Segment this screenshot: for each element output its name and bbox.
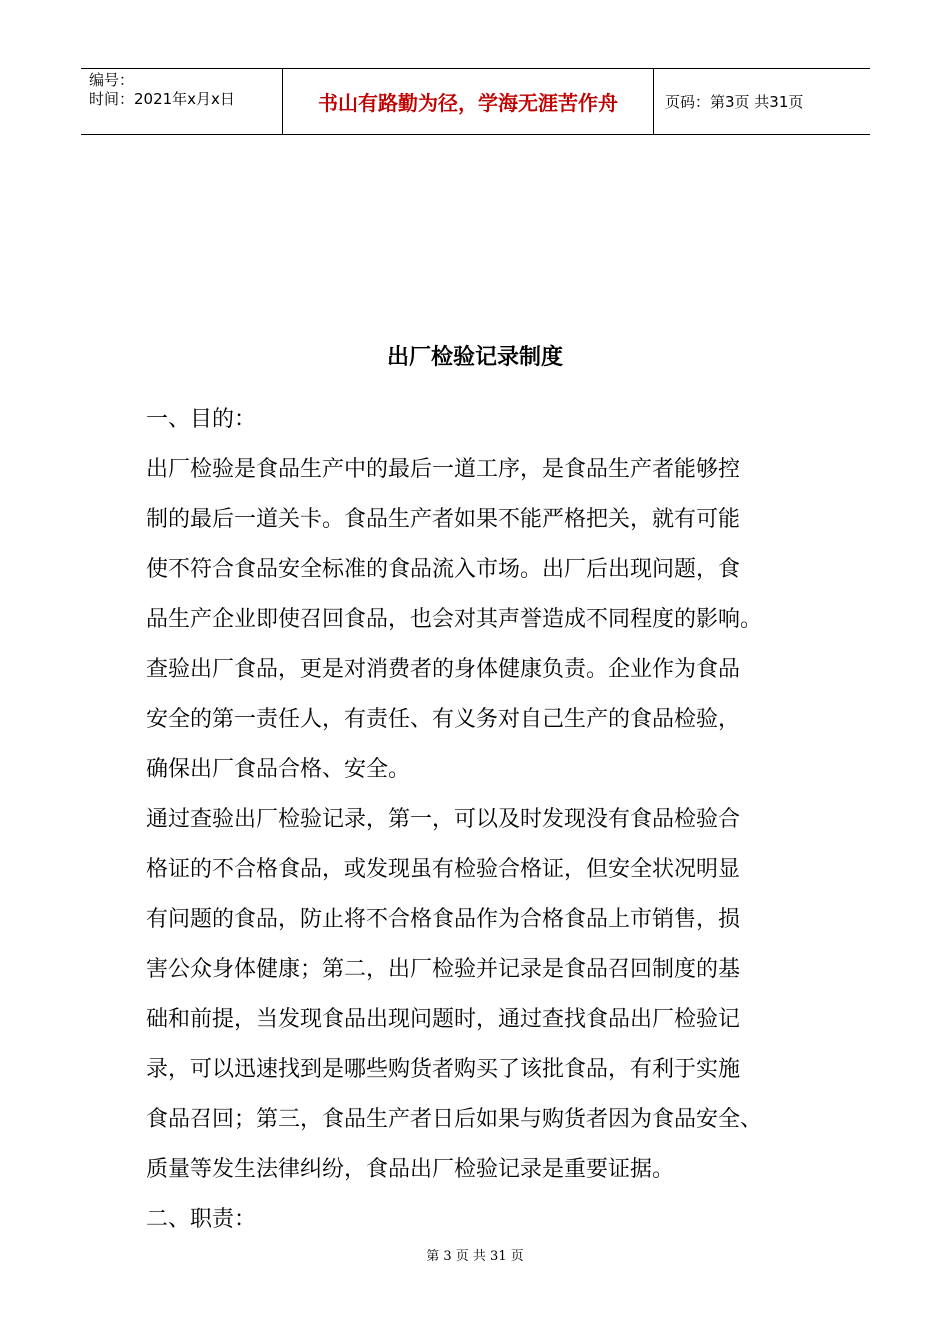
document-header [81,68,870,135]
document-body [146,395,846,1245]
paragraph-line: 通过查验出厂检验记录，第一，可以及时发现没有食品检验合 [146,807,741,832]
paragraph-line: 础和前提，当发现食品出现问题时，通过查找食品出厂检验记 [146,1007,741,1032]
document-title: 出厂检验记录制度 [386,345,563,370]
paragraph-line: 有问题的食品，防止将不合格食品作为合格食品上市销售，损 [146,907,741,932]
section-heading-purpose: 一、目的： [146,407,257,432]
time-label: 时间：2021年x月x日 [89,90,235,108]
paragraph-line: 查验出厂食品，更是对消费者的身体健康负责。企业作为食品 [146,657,741,682]
header-page-info: 页码：第3页 共31页 [665,93,804,111]
paragraph-line: 品生产企业即使召回食品，也会对其声誉造成不同程度的影响。 [146,607,763,632]
section-heading-duty: 二、职责： [146,1207,257,1232]
paragraph-line: 食品召回；第三，食品生产者日后如果与购货者因为食品安全、 [146,1107,763,1132]
number-label: 编号： [89,71,135,89]
paragraph-line: 出厂检验是食品生产中的最后一道工序，是食品生产者能够控 [146,457,741,482]
paragraph-line: 安全的第一责任人，有责任、有义务对自己生产的食品检验， [146,707,741,732]
paragraph-line: 格证的不合格食品，或发现虽有检验合格证，但安全状况明显 [146,857,741,882]
paragraph-line: 录，可以迅速找到是哪些购货者购买了该批食品，有利于实施 [146,1057,741,1082]
header-left-cell [81,69,282,134]
paragraph-line: 害公众身体健康；第二，出厂检验并记录是食品召回制度的基 [146,957,741,982]
page-footer: 第 3 页 共 31 页 [426,1249,524,1264]
paragraph-line: 确保出厂食品合格、安全。 [146,757,411,782]
paragraph-line: 质量等发生法律纠纷，食品出厂检验记录是重要证据。 [146,1157,675,1182]
header-motto: 书山有路勤为径，学海无涯苦作舟 [282,69,654,134]
paragraph-line: 使不符合食品安全标准的食品流入市场。出厂后出现问题，食 [146,557,741,582]
paragraph-line: 制的最后一道关卡。食品生产者如果不能严格把关，就有可能 [146,507,741,532]
